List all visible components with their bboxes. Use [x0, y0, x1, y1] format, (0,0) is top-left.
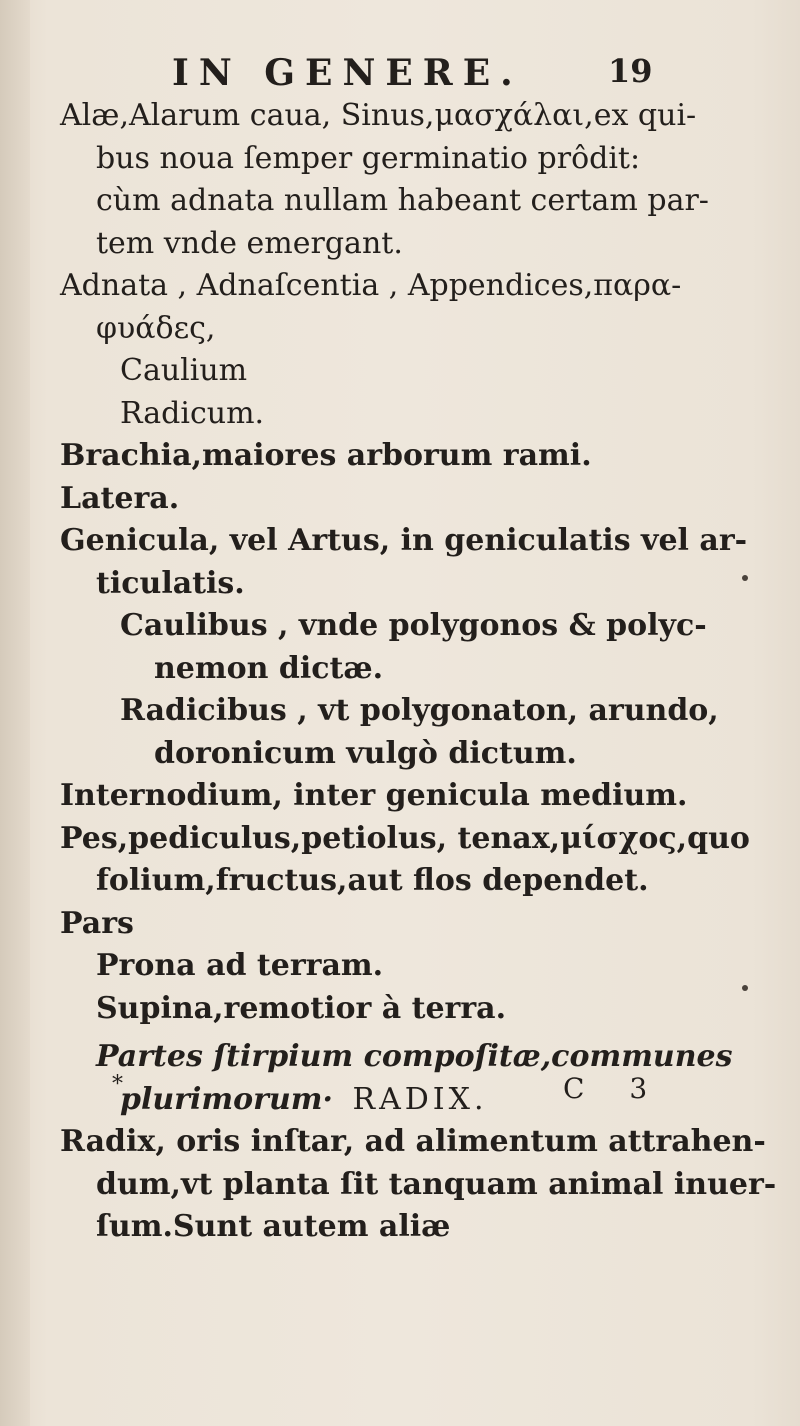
text-line: Radicibus , vt polygonaton, arundo, — [120, 693, 719, 728]
ink-spot — [742, 575, 748, 581]
text-line: Radix, oris inſtar, ad alimentum attrahen- — [60, 1124, 766, 1159]
text-line: cùm adnata nullam habeant certam par- — [96, 183, 709, 218]
text-line: Caulibus , vnde polygonos & polyc- — [120, 608, 707, 643]
text-line: ticulatis. — [96, 565, 245, 601]
text-line: bus noua ſemper germinatio prôdit: — [96, 140, 641, 176]
page-number: 19 — [608, 52, 653, 90]
section-heading-italic: plurimorum· — [120, 1081, 333, 1117]
text-line: Brachia,maiores arborum rami. — [60, 438, 592, 473]
section-heading-line1: Partes ſtirpium compoſitæ,communes — [96, 1039, 733, 1074]
page-header — [0, 52, 800, 92]
running-head: IN GENERE. — [172, 52, 523, 94]
text-line: ſum.Sunt autem aliæ — [96, 1209, 451, 1244]
text-line: Pars — [60, 905, 134, 941]
text-line: Alæ,Alarum caua, Sinus,μασχάλαι,ex qui- — [60, 98, 697, 133]
text-line: Internodium, inter genicula medium. — [60, 778, 688, 813]
page-footer — [60, 1072, 760, 1114]
signature-mark: C 3 — [563, 1072, 666, 1105]
text-line: φυάδες, — [96, 310, 216, 346]
catchword: * — [112, 1072, 123, 1097]
text-line: Adnata , Adnaſcentia , Appendices,παρα- — [60, 268, 682, 303]
text-line: dum,vt planta ſit tanquam animal inuer- — [96, 1166, 777, 1202]
entries-block — [60, 95, 760, 1030]
text-line: nemon dictæ. — [154, 650, 384, 686]
text-line: Latera. — [60, 480, 180, 516]
text-line: Supina,remotior à terra. — [96, 990, 507, 1026]
section-heading-caps: RADIX. — [352, 1081, 488, 1117]
text-line: Pes,pediculus,petiolus, tenax,μίσχος,quo — [60, 820, 750, 856]
ink-spot — [742, 985, 748, 991]
text-line: Caulium — [120, 353, 248, 388]
text-line: Genicula, vel Artus, in geniculatis vel ar- — [60, 523, 748, 558]
text-line: Prona ad terram. — [96, 948, 384, 983]
text-line: doronicum vulgò dictum. — [154, 735, 577, 771]
radix-paragraph — [60, 1121, 777, 1249]
page-gutter — [0, 0, 30, 1426]
text-line: tem vnde emergant. — [96, 225, 403, 261]
text-line: folium,fructus,aut flos dependet. — [96, 863, 649, 898]
text-line: Radicum. — [120, 395, 265, 431]
